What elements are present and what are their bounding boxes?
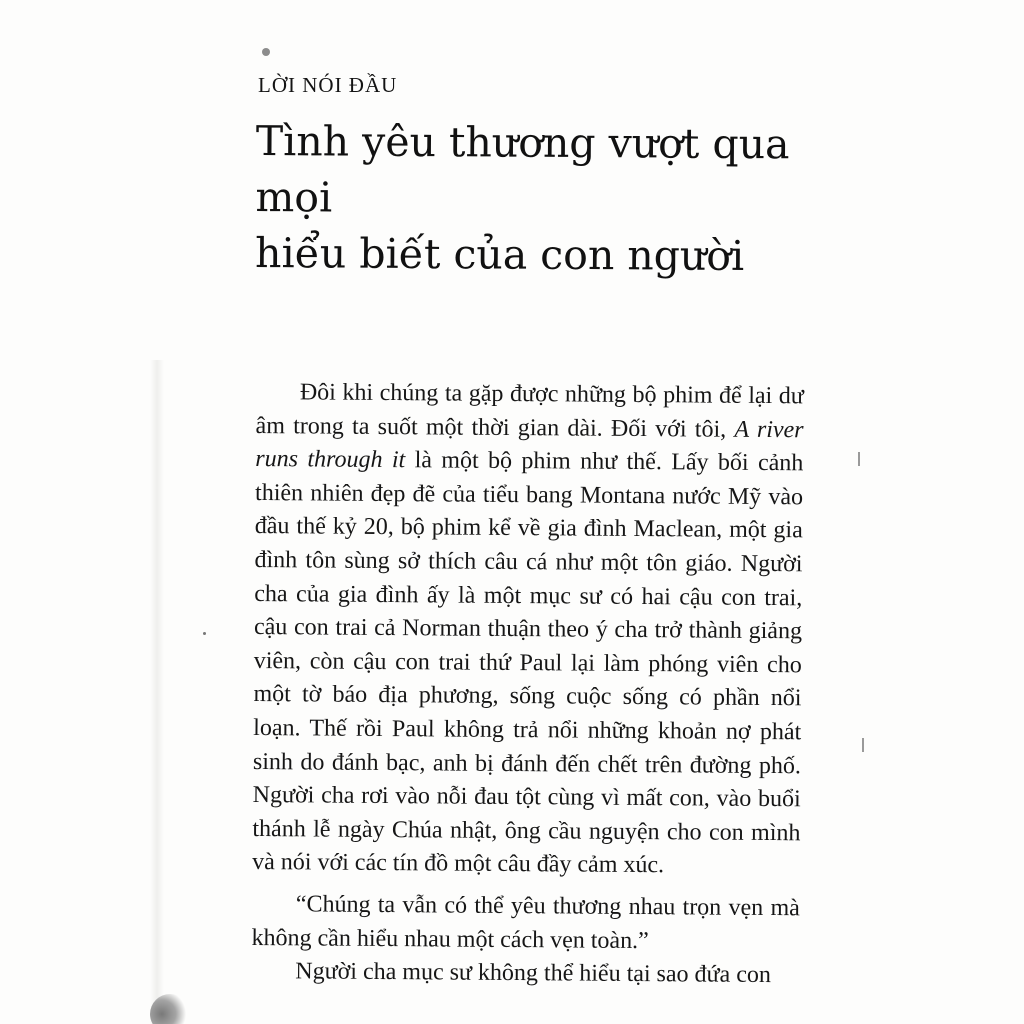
paragraph-3: Người cha mục sư không thể hiểu tại sao đứa con	[295, 958, 772, 989]
paragraph-1-start: Đôi khi chúng ta gặp được những bộ phim để lại dư âm trong ta suốt một thời gian dài. Đối với tôi,	[255, 379, 804, 443]
margin-mark	[862, 738, 864, 752]
page-corner-shadow	[150, 994, 190, 1024]
body-text	[251, 376, 804, 993]
page-fold-shadow	[150, 360, 164, 1024]
margin-mark	[203, 632, 206, 635]
section-bullet-dot	[262, 48, 270, 56]
chapter-title-line-2: hiểu biết của con người	[254, 228, 745, 280]
paragraph-1-rest: là một bộ phim như thế. Lấy bối cảnh thiên nhiên đẹp đẽ của tiểu bang Montana nước Mỹ vào đầu thế kỷ 20, bộ phim kể về gia đình Maclean, một gia đình tôn sùng sở thích câu cá như một tôn giáo. Người cha của gia đình ấy là một mục sư có hai cậu con trai, cậu con trai cả Norman thuận theo ý cha trở thành giảng viên, còn cậu con trai thứ Paul lại làm phóng viên cho một tờ báo địa phương, sống cuộc sống có phần nổi loạn. Thế rồi Paul không trả nổi những khoản nợ phát sinh do đánh bạc, anh bị đánh đến chết trên đường phố. Người cha rơi vào nỗi đau tột cùng vì mất con, vào buổi thánh lễ ngày Chúa nhật, ông cầu nguyện cho con mình và nói với các tín đồ một câu đầy cảm xúc.	[252, 447, 804, 879]
chapter-title-line-1: Tình yêu thương vượt qua mọi	[255, 116, 790, 222]
chapter-title	[255, 113, 816, 284]
paragraph-2-quote: “Chúng ta vẫn có thể yêu thương nhau trọn vẹn mà không cần hiểu nhau một cách vẹn toàn.”	[251, 891, 800, 954]
paragraph-1	[252, 376, 804, 884]
section-label: LỜI NÓI ĐẦU	[258, 73, 398, 97]
film-title-italic: A river runs through it	[255, 416, 804, 474]
margin-mark	[858, 452, 860, 466]
